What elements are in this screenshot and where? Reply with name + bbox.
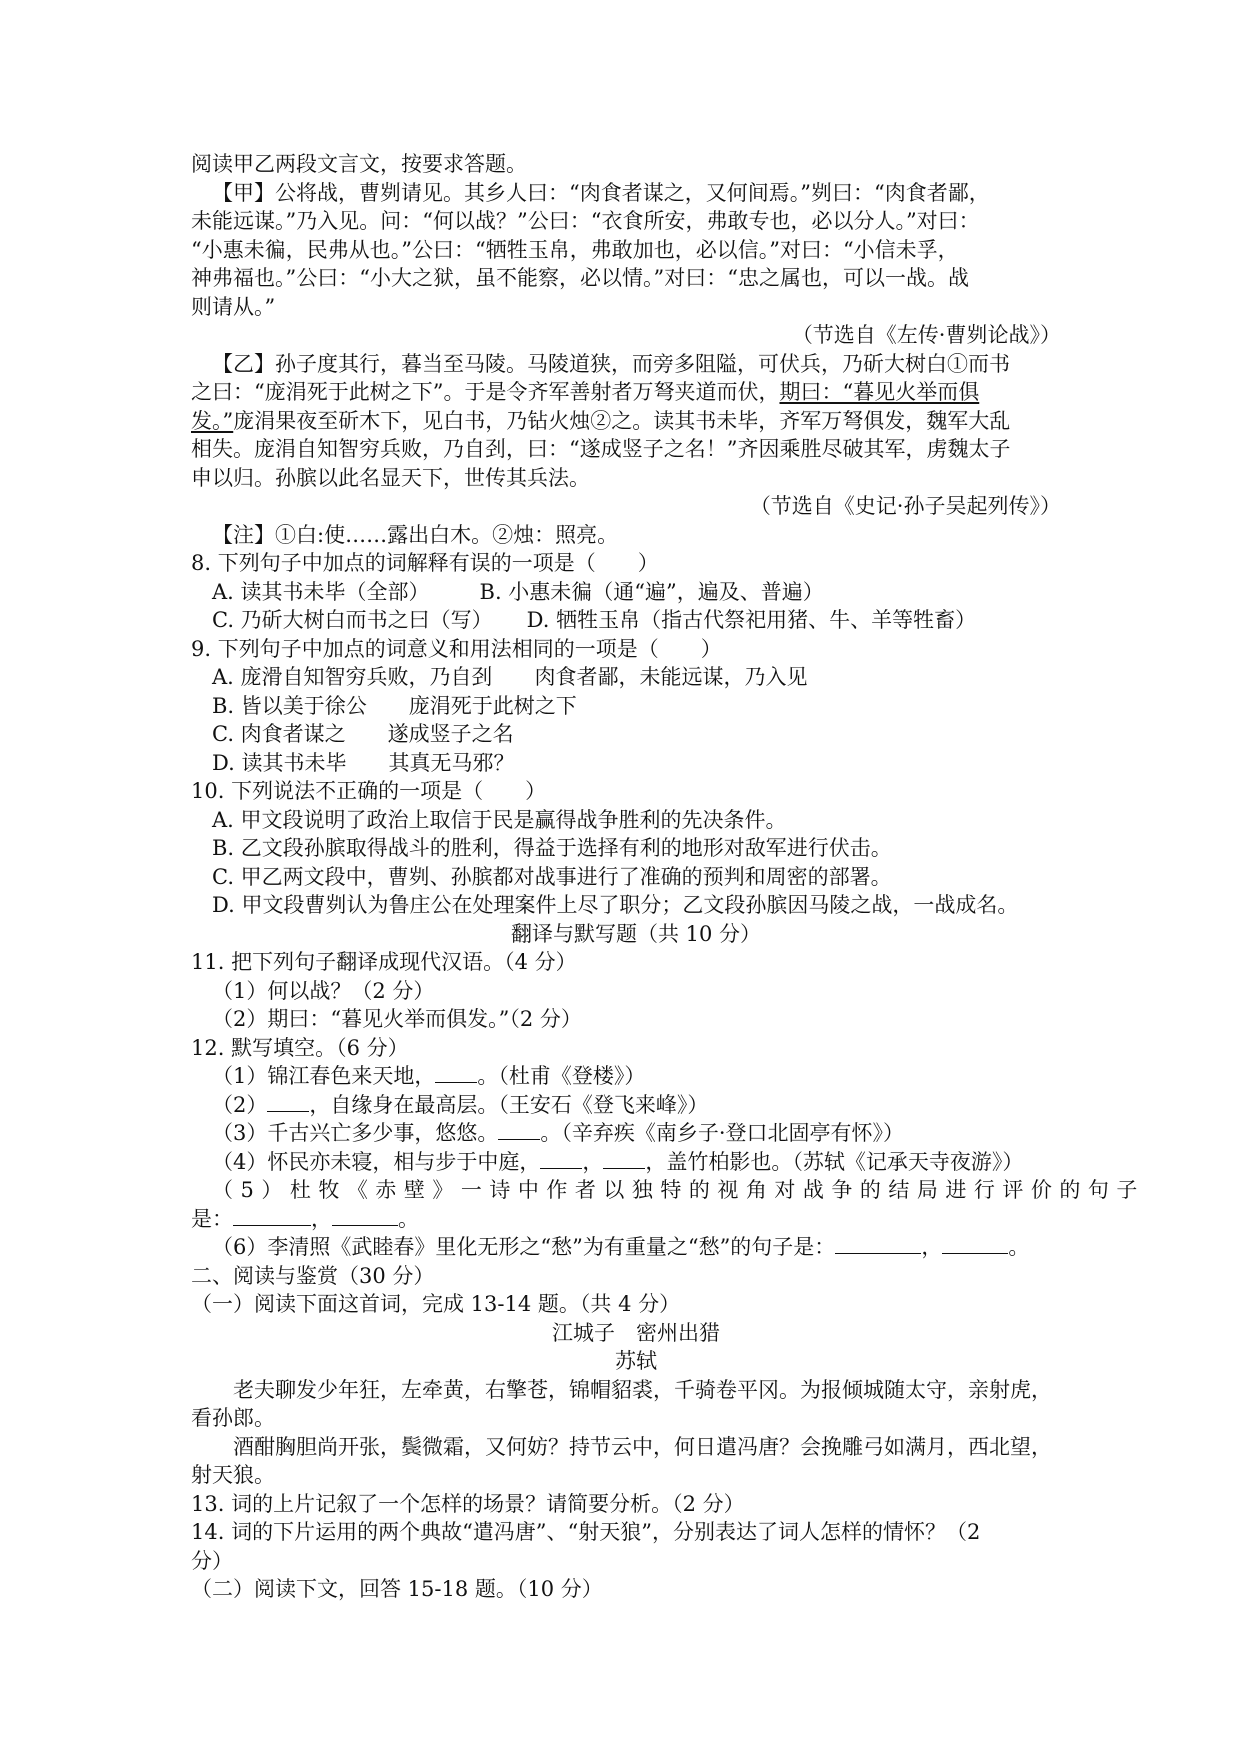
- underlined-sentence: 发。”: [191, 408, 234, 433]
- question-13-stem: 13. 词的上片记叙了一个怎样的场景？请简要分析。（2 分）: [191, 1491, 745, 1516]
- passage-yi-line: [191, 378, 1081, 407]
- reading-intro: 阅读甲乙两段文言文，按要求答题。: [191, 152, 527, 176]
- passage-jia-line: 则请从。”: [191, 294, 276, 319]
- fill-blank[interactable]: [603, 1148, 645, 1169]
- fill-blank[interactable]: [267, 1091, 309, 1112]
- section-heading-translate: 翻译与默写题（共 10 分）: [510, 921, 762, 946]
- passage-yi-source: （节选自《史记·孙子吴起列传》）: [749, 494, 1061, 518]
- question-12-part: [191, 1062, 1081, 1091]
- passage-yi-text: 之曰：“庞涓死于此树之下”。于是令齐军善射者万弩夹道而伏，: [191, 380, 780, 404]
- subsection-1-heading: （一）阅读下面这首词，完成 13-14 题。（共 4 分）: [191, 1292, 681, 1316]
- poem-title: 江城子 密州出猎: [552, 1320, 720, 1345]
- part-text: 。: [1008, 1235, 1030, 1259]
- question-11-part: （2）期曰：“暮见火举而俱发。”（2 分）: [212, 1007, 582, 1031]
- question-12-stem: 12. 默写填空。（6 分）: [191, 1035, 409, 1060]
- option-a: A. 庞滑自知智穷兵败，乃自刭 肉食者鄙，未能远谋，乃入见: [212, 665, 808, 689]
- option-b: B. 皆以美于徐公 庞涓死于此树之下: [212, 693, 577, 718]
- question-12-part: （5）杜牧《赤壁》一诗中作者以独特的视角对战争的结局进行评价的句子: [212, 1178, 1145, 1202]
- passage-yi-line: 申以归。孙膑以此名显天下，世传其兵法。: [191, 465, 590, 490]
- option-b: B. 小惠未徧（通“遍”，遍及、普遍）: [479, 579, 824, 604]
- passage-jia-source: （节选自《左传·曹刿论战》）: [791, 323, 1061, 347]
- question-8-stem: 8. 下列句子中加点的词解释有误的一项是（ ）: [191, 551, 659, 575]
- part-text: ，: [582, 1149, 604, 1174]
- poem-line: 看孙郎。: [191, 1406, 275, 1430]
- part-text: 是：: [191, 1206, 233, 1231]
- part-text: 。（辛弃疾《南乡子·登口北固亭有怀》）: [540, 1121, 905, 1145]
- part-text: 。: [398, 1206, 419, 1231]
- poem-line: 酒酣胸胆尚开张，鬓微霜，又何妨？持节云中，何日遣冯唐？会挽雕弓如满月，西北望，: [233, 1434, 1052, 1459]
- option-d: D. 读其书未毕 其真无马邪？: [212, 750, 515, 775]
- question-12-part: [191, 1091, 1081, 1120]
- question-8-options-cd: [191, 606, 1081, 635]
- part-text: ，盖竹柏影也。（苏轼《记承天寺夜游》）: [645, 1149, 1024, 1174]
- part-text: ，: [921, 1235, 943, 1259]
- passage-jia-line: 【甲】公将战，曹刿请见。其乡人曰：“肉食者谋之，又何间焉。”刿曰：“肉食者鄙，: [212, 180, 990, 205]
- option-a: A. 甲文段说明了政治上取信于民是赢得战争胜利的先决条件。: [212, 807, 787, 832]
- part-text: （4）怀民亦未寝，相与步于中庭，: [212, 1149, 541, 1174]
- part-text: （3）千古兴亡多少事，悠悠。: [212, 1121, 499, 1145]
- passage-yi-line: 【乙】孙子度其行，暮当至马陵。马陵道狭，而旁多阻隘，可伏兵，乃斫大树白①而书: [212, 351, 1010, 376]
- option-c: C. 乃斫大树白而书之曰（写）: [212, 608, 493, 632]
- fill-blank[interactable]: [233, 1205, 311, 1226]
- part-text: ，自缘身在最高层。（王安石《登飞来峰》）: [309, 1092, 709, 1117]
- option-d: D. 牺牲玉帛（指古代祭祀用猪、牛、羊等牲畜）: [526, 608, 977, 632]
- fill-blank[interactable]: [835, 1233, 921, 1254]
- option-a: A. 读其书未毕（全部）: [212, 579, 430, 604]
- part-2-heading: 二、阅读与鉴赏（30 分）: [191, 1263, 435, 1288]
- passage-jia-line: “小惠未徧，民弗从也。”公曰：“牺牲玉帛，弗敢加也，必以信。”对曰：“小信未孚，: [191, 237, 959, 262]
- passage-yi-line: 相失。庞涓自知智穷兵败，乃自刭，曰：“遂成竖子之名！”齐因乘胜尽破其军，虏魏太子: [191, 437, 1011, 461]
- question-12-part: [191, 1233, 1081, 1262]
- subsection-2-heading: （二）阅读下文，回答 15-18 题。（10 分）: [191, 1577, 603, 1601]
- question-12-part-cont: [191, 1205, 1081, 1234]
- question-12-part: [191, 1119, 1081, 1148]
- page-content: [191, 150, 1145, 1604]
- part-text: 。（杜甫《登楼》）: [477, 1064, 646, 1088]
- part-text: （2）: [212, 1092, 268, 1117]
- part-text: ，: [311, 1206, 332, 1231]
- underlined-sentence: 期曰：“暮见火举而俱: [779, 380, 980, 404]
- question-8-options-ab: [191, 578, 1081, 607]
- poem-author: 苏轼: [615, 1349, 657, 1373]
- passage-yi-line: [191, 407, 1081, 436]
- part-text: （1）锦江春色来天地，: [212, 1064, 436, 1088]
- poem-line: 老夫聊发少年狂，左牵黄，右擎苍，锦帽貂裘，千骑卷平冈。为报倾城随太守，亲射虎，: [233, 1377, 1052, 1402]
- fill-blank[interactable]: [942, 1233, 1008, 1254]
- passage-jia-line: 神弗福也。”公曰：“小大之狱，虽不能察，必以情。”对曰：“忠之属也，可以一战。战: [191, 266, 969, 290]
- question-14-stem-cont: 分）: [191, 1548, 233, 1573]
- part-text: （6）李清照《武睦春》里化无形之“愁”为有重量之“愁”的句子是：: [212, 1235, 836, 1259]
- passage-yi-text: 庞涓果夜至斫木下，见白书，乃钻火烛②之。读其书未毕，齐军万弩俱发，魏军大乱: [233, 408, 1011, 433]
- option-d: D. 甲文段曹刿认为鲁庄公在处理案件上尽了职分；乙文段孙膑因马陵之战，一战成名。: [212, 893, 1019, 917]
- option-c: C. 甲乙两文段中，曹刿、孙膑都对战事进行了准确的预判和周密的部署。: [212, 864, 892, 889]
- question-12-part: [191, 1148, 1081, 1177]
- poem-line: 射天狼。: [191, 1463, 275, 1487]
- question-14-stem: 14. 词的下片运用的两个典故“遣冯唐”、“射天狼”，分别表达了词人怎样的情怀？（2: [191, 1520, 981, 1544]
- passage-note: 【注】①白:使……露出白木。②烛：照亮。: [212, 522, 619, 547]
- fill-blank[interactable]: [435, 1062, 477, 1083]
- question-11-stem: 11. 把下列句子翻译成现代汉语。（4 分）: [191, 950, 577, 974]
- option-b: B. 乙文段孙膑取得战斗的胜利，得益于选择有利的地形对敌军进行伏击。: [212, 836, 892, 860]
- question-10-stem: 10. 下列说法不正确的一项是（ ）: [191, 779, 547, 803]
- option-c: C. 肉食者谋之 遂成竖子之名: [212, 722, 514, 746]
- passage-jia-line: 未能远谋。”乃入见。问：“何以战？”公曰：“衣食所安，弗敢专也，必以分人。”对曰：: [191, 209, 980, 233]
- fill-blank[interactable]: [498, 1119, 540, 1140]
- fill-blank[interactable]: [540, 1148, 582, 1169]
- question-9-stem: 9. 下列句子中加点的词意义和用法相同的一项是（ ）: [191, 636, 722, 661]
- fill-blank[interactable]: [332, 1205, 398, 1226]
- question-11-part: （1）何以战？（2 分）: [212, 978, 435, 1003]
